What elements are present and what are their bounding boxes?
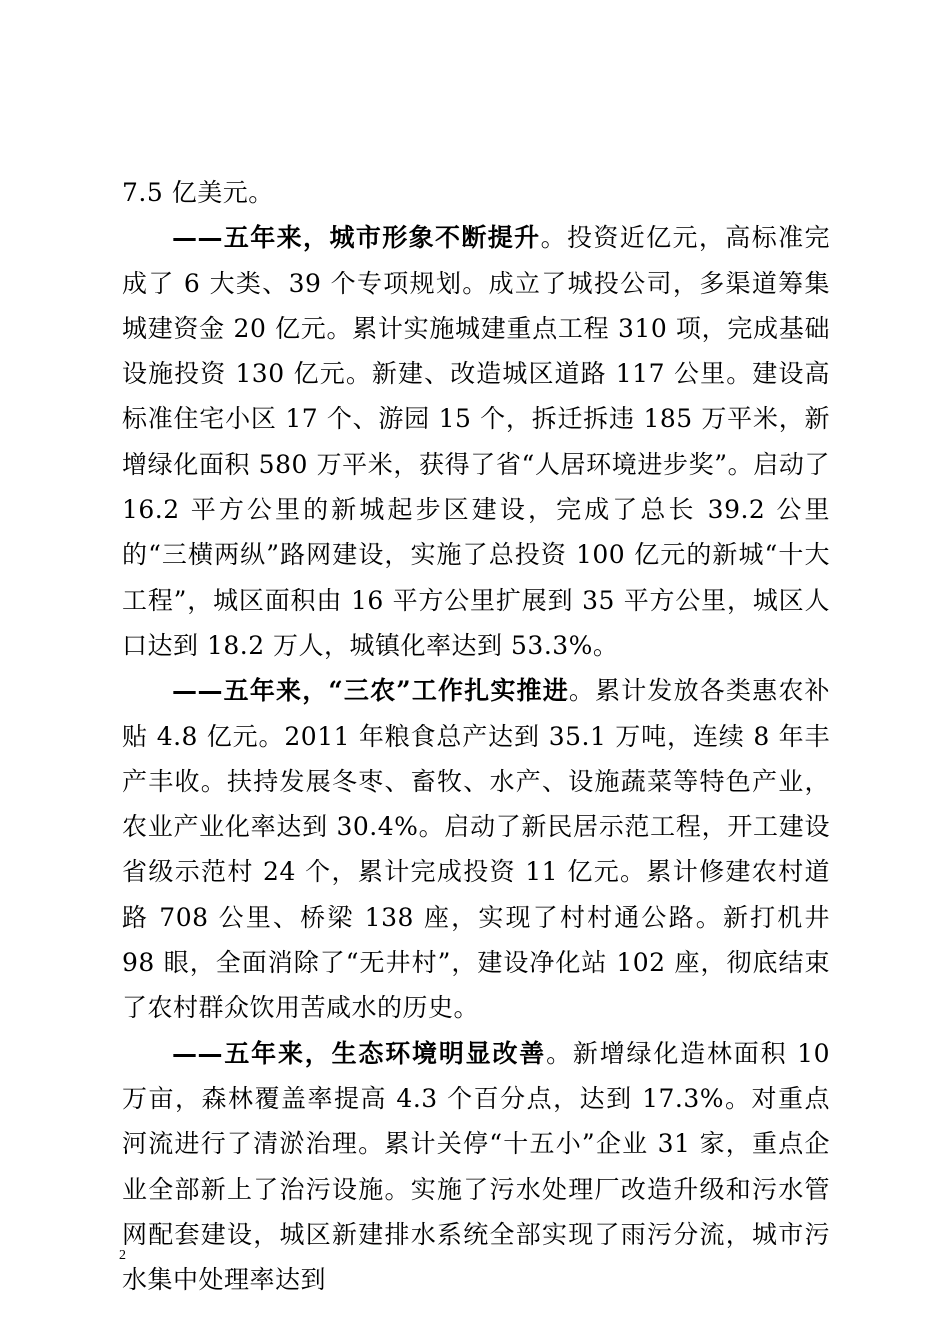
paragraph-continuation	[122, 170, 830, 215]
paragraph-text: 。累计发放各类惠农补贴 4.8 亿元。2011 年粮食总产达到 35.1 万吨，连续 8 年丰产丰收。扶持发展冬枣、畜牧、水产、设施蔬菜等特色产业，农业产业化率达到 30.4%。启动了新民居示范工程，开工建设省级示范村 24 个，累计完成投资 11 亿元。累计修建农村道路 708 公里、桥梁 138 座，实现了村村通公路。新打机井 98 眼，全面消除了“无井村”，建设净化站 102 座，彻底结束了农村群众饮用苦咸水的历史。	[122, 676, 830, 1023]
paragraph-text: 。新增绿化造林面积 10 万亩，森林覆盖率提高 4.3 个百分点，达到 17.3%。对重点河流进行了清淤治理。累计关停“十五小”企业 31 家，重点企业全部新上了治污设施。实施了污水处理厂改造升级和污水管网配套建设，城区新建排水系统全部实现了雨污分流，城市污水集中处理率达到	[122, 1038, 830, 1295]
page-number: 2	[119, 1248, 126, 1263]
paragraph-agriculture	[122, 668, 830, 1030]
paragraph-lead: ——五年来，生态环境明显改善	[172, 1038, 547, 1068]
paragraph-lead: ——五年来，城市形象不断提升	[172, 223, 541, 253]
paragraph-ecology	[122, 1031, 830, 1303]
paragraph-text: 7.5 亿美元。	[122, 178, 274, 207]
paragraph-city-image	[122, 215, 830, 668]
paragraph-text: 。投资近亿元，高标准完成了 6 大类、39 个专项规划。成立了城投公司，多渠道筹集城建资金 20 亿元。累计实施城建重点工程 310 项，完成基础设施投资 130 亿元。新建、改造城区道路 117 公里。建设高标准住宅小区 17 个、游园 15 个，拆迁拆违 185 万平米，新增绿化面积 580 万平米，获得了省“人居环境进步奖”。启动了 16.2 平方公里的新城起步区建设，完成了总长 39.2 公里的“三横两纵”路网建设，实施了总投资 100 亿元的新城“十大工程”，城区面积由 16 平方公里扩展到 35 平方公里，城区人口达到 18.2 万人，城镇化率达到 53.3%。	[122, 223, 830, 660]
document-body	[122, 170, 830, 1302]
paragraph-lead: ——五年来，“三农”工作扎实推进	[172, 676, 569, 706]
